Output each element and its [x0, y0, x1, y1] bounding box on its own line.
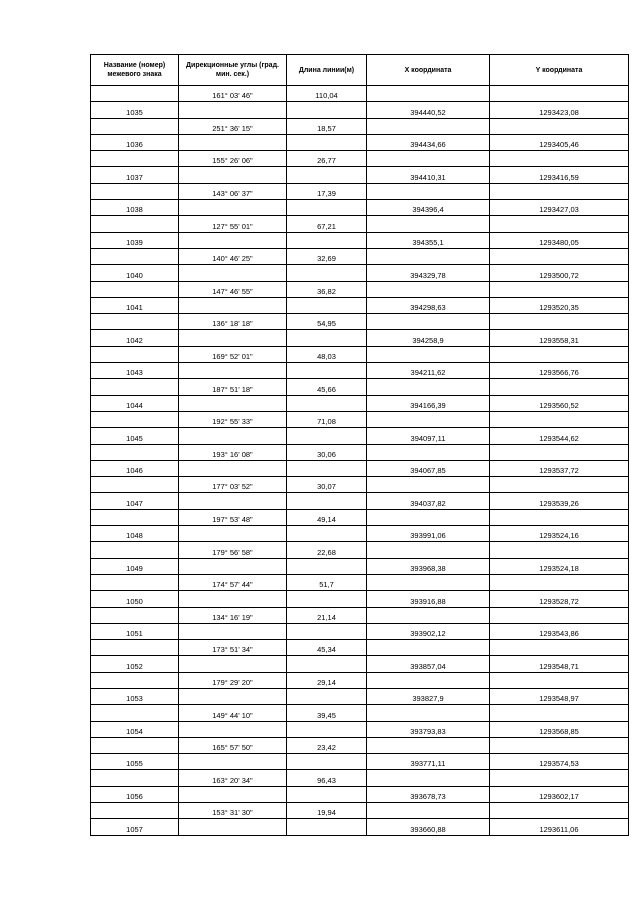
table-row [91, 509, 629, 525]
line-length-cell: 26,77 [287, 151, 367, 167]
y-coordinate-cell: 1293405,46 [490, 134, 629, 150]
direction-angle-cell [179, 819, 287, 835]
line-length-cell: 54,95 [287, 314, 367, 330]
direction-angle-cell [179, 623, 287, 639]
line-length-cell: 49,14 [287, 509, 367, 525]
header-direction-angle: Дирекционные углы (град. мин. сек.) [179, 55, 287, 86]
marker-name-cell [91, 737, 179, 753]
table-row [91, 623, 629, 639]
direction-angle-cell [179, 721, 287, 737]
table-row [91, 363, 629, 379]
direction-angle-cell: 147° 46' 55" [179, 281, 287, 297]
line-length-cell: 18,57 [287, 118, 367, 134]
table-row [91, 167, 629, 183]
y-coordinate-cell [490, 216, 629, 232]
direction-angle-cell: 197° 53' 48" [179, 509, 287, 525]
y-coordinate-cell [490, 705, 629, 721]
direction-angle-cell: 169° 52' 01" [179, 346, 287, 362]
x-coordinate-cell [367, 314, 490, 330]
marker-name-cell [91, 151, 179, 167]
marker-name-cell: 1040 [91, 265, 179, 281]
table-row [91, 346, 629, 362]
line-length-cell: 29,14 [287, 672, 367, 688]
marker-name-cell [91, 183, 179, 199]
line-length-cell: 17,39 [287, 183, 367, 199]
marker-name-cell [91, 705, 179, 721]
marker-name-cell [91, 640, 179, 656]
x-coordinate-cell: 393916,88 [367, 591, 490, 607]
marker-name-cell [91, 346, 179, 362]
x-coordinate-cell [367, 574, 490, 590]
direction-angle-cell [179, 688, 287, 704]
line-length-cell: 30,06 [287, 444, 367, 460]
line-length-cell: 48,03 [287, 346, 367, 362]
x-coordinate-cell [367, 118, 490, 134]
table-row [91, 721, 629, 737]
y-coordinate-cell: 1293524,16 [490, 526, 629, 542]
line-length-cell [287, 200, 367, 216]
line-length-cell [287, 721, 367, 737]
line-length-cell: 45,66 [287, 379, 367, 395]
direction-angle-cell [179, 297, 287, 313]
table-row [91, 656, 629, 672]
direction-angle-cell: 155° 26' 06" [179, 151, 287, 167]
table-row [91, 411, 629, 427]
x-coordinate-cell [367, 281, 490, 297]
marker-name-cell: 1052 [91, 656, 179, 672]
marker-name-cell [91, 444, 179, 460]
direction-angle-cell: 251° 36' 15" [179, 118, 287, 134]
direction-angle-cell [179, 656, 287, 672]
marker-name-cell [91, 379, 179, 395]
y-coordinate-cell [490, 183, 629, 199]
table-row [91, 183, 629, 199]
x-coordinate-cell [367, 444, 490, 460]
direction-angle-cell [179, 526, 287, 542]
x-coordinate-cell: 394166,39 [367, 395, 490, 411]
direction-angle-cell [179, 754, 287, 770]
x-coordinate-cell [367, 248, 490, 264]
marker-name-cell: 1042 [91, 330, 179, 346]
y-coordinate-cell: 1293480,05 [490, 232, 629, 248]
direction-angle-cell [179, 558, 287, 574]
direction-angle-cell [179, 167, 287, 183]
header-row [91, 55, 629, 86]
x-coordinate-cell: 394396,4 [367, 200, 490, 216]
y-coordinate-cell [490, 803, 629, 819]
y-coordinate-cell [490, 607, 629, 623]
y-coordinate-cell: 1293568,85 [490, 721, 629, 737]
direction-angle-cell: 174° 57' 44" [179, 574, 287, 590]
table-row [91, 118, 629, 134]
marker-name-cell: 1056 [91, 786, 179, 802]
line-length-cell: 23,42 [287, 737, 367, 753]
x-coordinate-cell [367, 705, 490, 721]
x-coordinate-cell [367, 607, 490, 623]
y-coordinate-cell: 1293611,06 [490, 819, 629, 835]
line-length-cell [287, 428, 367, 444]
x-coordinate-cell: 394440,52 [367, 102, 490, 118]
x-coordinate-cell: 393991,06 [367, 526, 490, 542]
x-coordinate-cell [367, 477, 490, 493]
table-row [91, 819, 629, 835]
marker-name-cell [91, 672, 179, 688]
line-length-cell [287, 526, 367, 542]
direction-angle-cell: 143° 06' 37" [179, 183, 287, 199]
marker-name-cell [91, 607, 179, 623]
y-coordinate-cell: 1293574,53 [490, 754, 629, 770]
marker-name-cell [91, 118, 179, 134]
marker-name-cell: 1054 [91, 721, 179, 737]
line-length-cell: 39,45 [287, 705, 367, 721]
marker-name-cell [91, 281, 179, 297]
marker-name-cell: 1051 [91, 623, 179, 639]
y-coordinate-cell [490, 379, 629, 395]
direction-angle-cell: 161° 03' 46" [179, 86, 287, 102]
header-line-length: Длина линии(м) [287, 55, 367, 86]
line-length-cell: 30,07 [287, 477, 367, 493]
x-coordinate-cell [367, 640, 490, 656]
line-length-cell: 19,94 [287, 803, 367, 819]
y-coordinate-cell [490, 151, 629, 167]
x-coordinate-cell [367, 542, 490, 558]
direction-angle-cell [179, 363, 287, 379]
y-coordinate-cell: 1293602,17 [490, 786, 629, 802]
direction-angle-cell [179, 460, 287, 476]
line-length-cell [287, 232, 367, 248]
marker-name-cell: 1049 [91, 558, 179, 574]
y-coordinate-cell [490, 542, 629, 558]
direction-angle-cell [179, 493, 287, 509]
x-coordinate-cell: 393827,9 [367, 688, 490, 704]
line-length-cell [287, 591, 367, 607]
x-coordinate-cell: 394097,11 [367, 428, 490, 444]
y-coordinate-cell: 1293524,18 [490, 558, 629, 574]
direction-angle-cell: 165° 57' 50" [179, 737, 287, 753]
line-length-cell [287, 656, 367, 672]
table-row [91, 134, 629, 150]
y-coordinate-cell: 1293537,72 [490, 460, 629, 476]
line-length-cell [287, 819, 367, 835]
y-coordinate-cell [490, 574, 629, 590]
direction-angle-cell: 153° 31' 30" [179, 803, 287, 819]
x-coordinate-cell [367, 737, 490, 753]
table-row [91, 151, 629, 167]
line-length-cell [287, 786, 367, 802]
line-length-cell [287, 558, 367, 574]
header-marker-name: Название (номер) межевого знака [91, 55, 179, 86]
table-row [91, 395, 629, 411]
table-row [91, 672, 629, 688]
x-coordinate-cell: 394258,9 [367, 330, 490, 346]
line-length-cell: 96,43 [287, 770, 367, 786]
y-coordinate-cell [490, 444, 629, 460]
table-row [91, 607, 629, 623]
table-row [91, 705, 629, 721]
x-coordinate-cell [367, 346, 490, 362]
line-length-cell [287, 134, 367, 150]
marker-name-cell: 1055 [91, 754, 179, 770]
marker-name-cell [91, 248, 179, 264]
direction-angle-cell: 193° 16' 08" [179, 444, 287, 460]
x-coordinate-cell [367, 216, 490, 232]
direction-angle-cell [179, 786, 287, 802]
x-coordinate-cell: 394298,63 [367, 297, 490, 313]
direction-angle-cell: 140° 46' 25" [179, 248, 287, 264]
x-coordinate-cell: 393857,04 [367, 656, 490, 672]
line-length-cell: 71,08 [287, 411, 367, 427]
table-row [91, 493, 629, 509]
table-row [91, 330, 629, 346]
y-coordinate-cell [490, 737, 629, 753]
marker-name-cell: 1043 [91, 363, 179, 379]
table-row [91, 688, 629, 704]
direction-angle-cell: 127° 55' 01" [179, 216, 287, 232]
y-coordinate-cell [490, 770, 629, 786]
table-row [91, 232, 629, 248]
table-row [91, 379, 629, 395]
x-coordinate-cell [367, 86, 490, 102]
y-coordinate-cell [490, 640, 629, 656]
marker-name-cell [91, 411, 179, 427]
line-length-cell [287, 623, 367, 639]
table-row [91, 574, 629, 590]
direction-angle-cell [179, 102, 287, 118]
y-coordinate-cell: 1293539,26 [490, 493, 629, 509]
line-length-cell: 32,69 [287, 248, 367, 264]
line-length-cell: 51,7 [287, 574, 367, 590]
table-row [91, 460, 629, 476]
y-coordinate-cell: 1293558,31 [490, 330, 629, 346]
line-length-cell [287, 395, 367, 411]
y-coordinate-cell [490, 346, 629, 362]
x-coordinate-cell: 393660,88 [367, 819, 490, 835]
direction-angle-cell [179, 395, 287, 411]
marker-name-cell [91, 216, 179, 232]
line-length-cell [287, 460, 367, 476]
table-row [91, 770, 629, 786]
x-coordinate-cell [367, 411, 490, 427]
x-coordinate-cell: 394067,85 [367, 460, 490, 476]
table-row [91, 786, 629, 802]
line-length-cell [287, 265, 367, 281]
direction-angle-cell: 179° 56' 58" [179, 542, 287, 558]
y-coordinate-cell: 1293548,71 [490, 656, 629, 672]
line-length-cell: 67,21 [287, 216, 367, 232]
x-coordinate-cell: 393793,83 [367, 721, 490, 737]
marker-name-cell [91, 314, 179, 330]
marker-name-cell: 1041 [91, 297, 179, 313]
line-length-cell: 21,14 [287, 607, 367, 623]
y-coordinate-cell: 1293548,97 [490, 688, 629, 704]
x-coordinate-cell [367, 672, 490, 688]
y-coordinate-cell: 1293423,08 [490, 102, 629, 118]
table-row [91, 477, 629, 493]
y-coordinate-cell [490, 86, 629, 102]
table-row [91, 297, 629, 313]
x-coordinate-cell: 394211,62 [367, 363, 490, 379]
table-row [91, 200, 629, 216]
y-coordinate-cell: 1293543,86 [490, 623, 629, 639]
direction-angle-cell [179, 428, 287, 444]
x-coordinate-cell: 393678,73 [367, 786, 490, 802]
direction-angle-cell: 136° 18' 18" [179, 314, 287, 330]
y-coordinate-cell: 1293416,59 [490, 167, 629, 183]
x-coordinate-cell: 394355,1 [367, 232, 490, 248]
x-coordinate-cell: 394037,82 [367, 493, 490, 509]
marker-name-cell [91, 509, 179, 525]
table-body [91, 86, 629, 836]
marker-name-cell: 1045 [91, 428, 179, 444]
y-coordinate-cell [490, 314, 629, 330]
marker-name-cell: 1057 [91, 819, 179, 835]
direction-angle-cell [179, 330, 287, 346]
marker-name-cell [91, 803, 179, 819]
marker-name-cell: 1036 [91, 134, 179, 150]
marker-name-cell [91, 86, 179, 102]
direction-angle-cell: 192° 55' 33" [179, 411, 287, 427]
boundary-coordinates-table [90, 54, 629, 836]
line-length-cell: 45,34 [287, 640, 367, 656]
marker-name-cell [91, 574, 179, 590]
x-coordinate-cell: 394329,78 [367, 265, 490, 281]
marker-name-cell: 1048 [91, 526, 179, 542]
header-y-coordinate: Y координата [490, 55, 629, 86]
y-coordinate-cell [490, 509, 629, 525]
table-row [91, 526, 629, 542]
y-coordinate-cell: 1293520,35 [490, 297, 629, 313]
marker-name-cell: 1035 [91, 102, 179, 118]
marker-name-cell: 1044 [91, 395, 179, 411]
x-coordinate-cell: 393771,11 [367, 754, 490, 770]
table-row [91, 542, 629, 558]
direction-angle-cell: 187° 51' 18" [179, 379, 287, 395]
direction-angle-cell [179, 200, 287, 216]
direction-angle-cell: 149° 44' 10" [179, 705, 287, 721]
y-coordinate-cell [490, 248, 629, 264]
table-row [91, 558, 629, 574]
table-row [91, 444, 629, 460]
x-coordinate-cell [367, 183, 490, 199]
x-coordinate-cell [367, 509, 490, 525]
y-coordinate-cell: 1293566,76 [490, 363, 629, 379]
y-coordinate-cell: 1293427,03 [490, 200, 629, 216]
y-coordinate-cell [490, 118, 629, 134]
table-row [91, 265, 629, 281]
table-row [91, 428, 629, 444]
y-coordinate-cell: 1293544,62 [490, 428, 629, 444]
line-length-cell: 22,68 [287, 542, 367, 558]
marker-name-cell: 1047 [91, 493, 179, 509]
line-length-cell [287, 297, 367, 313]
marker-name-cell [91, 477, 179, 493]
table-row [91, 281, 629, 297]
line-length-cell [287, 754, 367, 770]
x-coordinate-cell [367, 379, 490, 395]
direction-angle-cell [179, 134, 287, 150]
line-length-cell [287, 363, 367, 379]
x-coordinate-cell [367, 151, 490, 167]
line-length-cell [287, 167, 367, 183]
marker-name-cell: 1039 [91, 232, 179, 248]
direction-angle-cell [179, 232, 287, 248]
x-coordinate-cell [367, 803, 490, 819]
y-coordinate-cell [490, 477, 629, 493]
table-header [91, 55, 629, 86]
y-coordinate-cell: 1293560,52 [490, 395, 629, 411]
line-length-cell [287, 493, 367, 509]
x-coordinate-cell: 394410,31 [367, 167, 490, 183]
direction-angle-cell: 179° 29' 20" [179, 672, 287, 688]
x-coordinate-cell [367, 770, 490, 786]
line-length-cell [287, 102, 367, 118]
marker-name-cell [91, 542, 179, 558]
table-row [91, 737, 629, 753]
table-row [91, 248, 629, 264]
direction-angle-cell: 134° 16' 19" [179, 607, 287, 623]
y-coordinate-cell [490, 411, 629, 427]
table-row [91, 216, 629, 232]
line-length-cell: 110,04 [287, 86, 367, 102]
y-coordinate-cell [490, 281, 629, 297]
direction-angle-cell: 163° 20' 34" [179, 770, 287, 786]
direction-angle-cell: 173° 51' 34" [179, 640, 287, 656]
direction-angle-cell [179, 265, 287, 281]
table-row [91, 102, 629, 118]
marker-name-cell: 1053 [91, 688, 179, 704]
marker-name-cell: 1037 [91, 167, 179, 183]
table-row [91, 314, 629, 330]
table-row [91, 803, 629, 819]
line-length-cell [287, 330, 367, 346]
y-coordinate-cell: 1293528,72 [490, 591, 629, 607]
direction-angle-cell [179, 591, 287, 607]
x-coordinate-cell: 393968,38 [367, 558, 490, 574]
direction-angle-cell: 177° 03' 52" [179, 477, 287, 493]
marker-name-cell: 1046 [91, 460, 179, 476]
line-length-cell: 36,82 [287, 281, 367, 297]
table-row [91, 640, 629, 656]
y-coordinate-cell [490, 672, 629, 688]
marker-name-cell [91, 770, 179, 786]
x-coordinate-cell: 394434,66 [367, 134, 490, 150]
table-row [91, 86, 629, 102]
y-coordinate-cell: 1293500,72 [490, 265, 629, 281]
table-row [91, 754, 629, 770]
header-x-coordinate: X координата [367, 55, 490, 86]
line-length-cell [287, 688, 367, 704]
marker-name-cell: 1050 [91, 591, 179, 607]
table-row [91, 591, 629, 607]
x-coordinate-cell: 393902,12 [367, 623, 490, 639]
marker-name-cell: 1038 [91, 200, 179, 216]
